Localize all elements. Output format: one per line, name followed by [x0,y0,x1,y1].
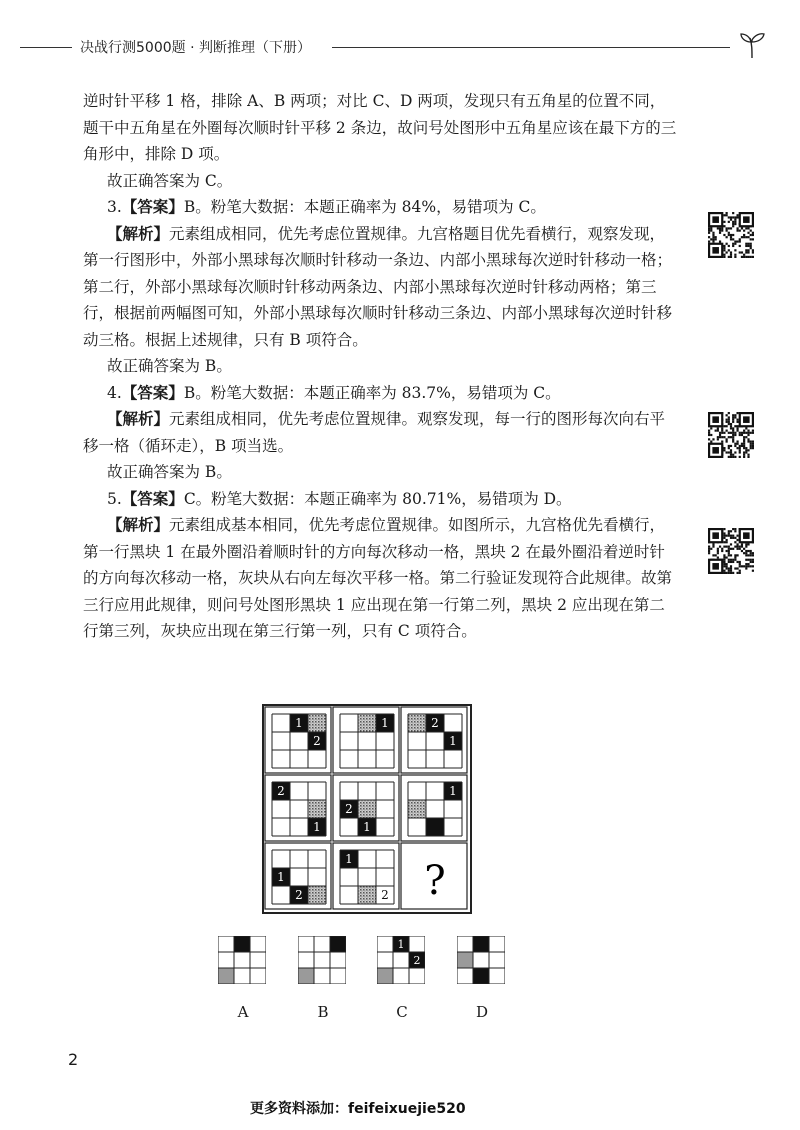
cell-number-label: 1 [313,820,321,834]
option-d-figure[interactable] [457,936,505,984]
option-c-figure[interactable] [377,936,425,984]
cell-number-label: 1 [363,820,371,834]
leaf-icon [737,30,767,60]
puzzle-cell [265,707,331,773]
page-number: 2 [68,1050,79,1069]
q4-answer: 4.【答案】B。粉笔大数据：本题正确率为 83.7%，易错项为 C。 [107,382,561,402]
cell-number-label: 2 [277,784,285,798]
q5-answer: 5.【答案】C。粉笔大数据：本题正确率为 80.71%，易错项为 D。 [107,488,572,508]
option-number-label: 2 [413,954,421,967]
option-b-figure[interactable] [298,936,346,984]
cell-number-label: 2 [313,734,321,748]
cell-number-label: 2 [295,888,303,902]
puzzle-cell [333,843,399,909]
cell-number-label: 1 [295,716,303,730]
option-number-label: 1 [397,938,405,951]
option-b-label: B [317,1003,329,1021]
option-c-label: C [396,1003,408,1021]
q3-analysis: 【解析】元素组成相同，优先考虑位置规律。九宫格题目优先看横行，观察发现，第一行图形中，外部小黑球每次顺时针移动一条边、内部小黑球每次逆时针移动一格；第二行，外部小黑球每次顺时针移动两条边、内部小黑球每次逆时针移动两格；第三行，根据前两幅图可知，外部小黑球每次顺时针移动三条边、内部小黑球每次逆时针移动三格。根据上述规律，只有 B 项符合。 [83,223,673,349]
puzzle-cell [265,843,331,909]
qr-code-icon[interactable] [708,412,754,458]
q3-conclusion: 故正确答案为 B。 [107,357,232,375]
footer-note: 更多资料添加：feifeixuejie520 [250,1101,466,1117]
cell-number-label: 2 [381,888,389,902]
q3-answer: 3.【答案】B。粉笔大数据：本题正确率为 84%，易错项为 C。 [107,197,546,216]
q5-analysis: 【解析】元素组成基本相同，优先考虑位置规律。如图所示，九宫格优先看横行，第一行黑块 1 在最外圈沿着顺时针的方向每次移动一格，黑块 2 在最外圈沿着逆时针的方向每次移动一格，灰块从右向左每次平移一格。第二行验证发现符合此规律。故第三行应用此规律，则问号处图形黑块 1 应出现在第一行第二列，黑块 2 应出现在第二行第三列，灰块应出现在第三行第一列，只有 C 项符合。 [83,515,673,640]
cell-number-label: 1 [345,852,353,866]
qr-code-icon[interactable] [708,528,754,574]
paragraph-continued: 逆时针平移 1 格，排除 A、B 两项；对比 C、D 两项，发现只有五角星的位置不同，题干中五角星在外圈每次顺时针平移 2 条边，故问号处图形中五角星应该在最下方的三角形中，排除 D 项。 [83,92,677,163]
answer-conclusion-q2: 故正确答案为 C。 [107,171,233,190]
qr-code-icon[interactable] [708,212,754,258]
option-a-label: A [237,1003,249,1021]
q4-analysis: 【解析】元素组成相同，优先考虑位置规律。观察发现，每一行的图形每次向右平移一格（循环走），B 项当选。 [83,409,666,455]
body-text [83,88,679,645]
question-mark: ? [424,858,446,904]
puzzle-cell [333,775,399,841]
cell-number-label: 2 [431,716,439,730]
cell-number-label: 2 [345,802,353,816]
cell-number-label: 1 [449,784,457,798]
header-rule-left [20,47,72,48]
puzzle-cell [333,707,399,773]
puzzle-cell [401,707,467,773]
nine-grid-puzzle [262,704,472,914]
cell-number-label: 1 [449,734,457,748]
cell-number-label: 1 [381,716,389,730]
running-header-title: 决战行测5000题 · 判断推理（下册） [80,40,311,56]
puzzle-cell [401,775,467,841]
option-d-label: D [475,1003,489,1021]
header-rule-right [332,47,730,48]
q4-conclusion: 故正确答案为 B。 [107,463,232,481]
puzzle-cell [265,775,331,841]
cell-number-label: 1 [277,870,285,884]
option-a-figure[interactable] [218,936,266,984]
